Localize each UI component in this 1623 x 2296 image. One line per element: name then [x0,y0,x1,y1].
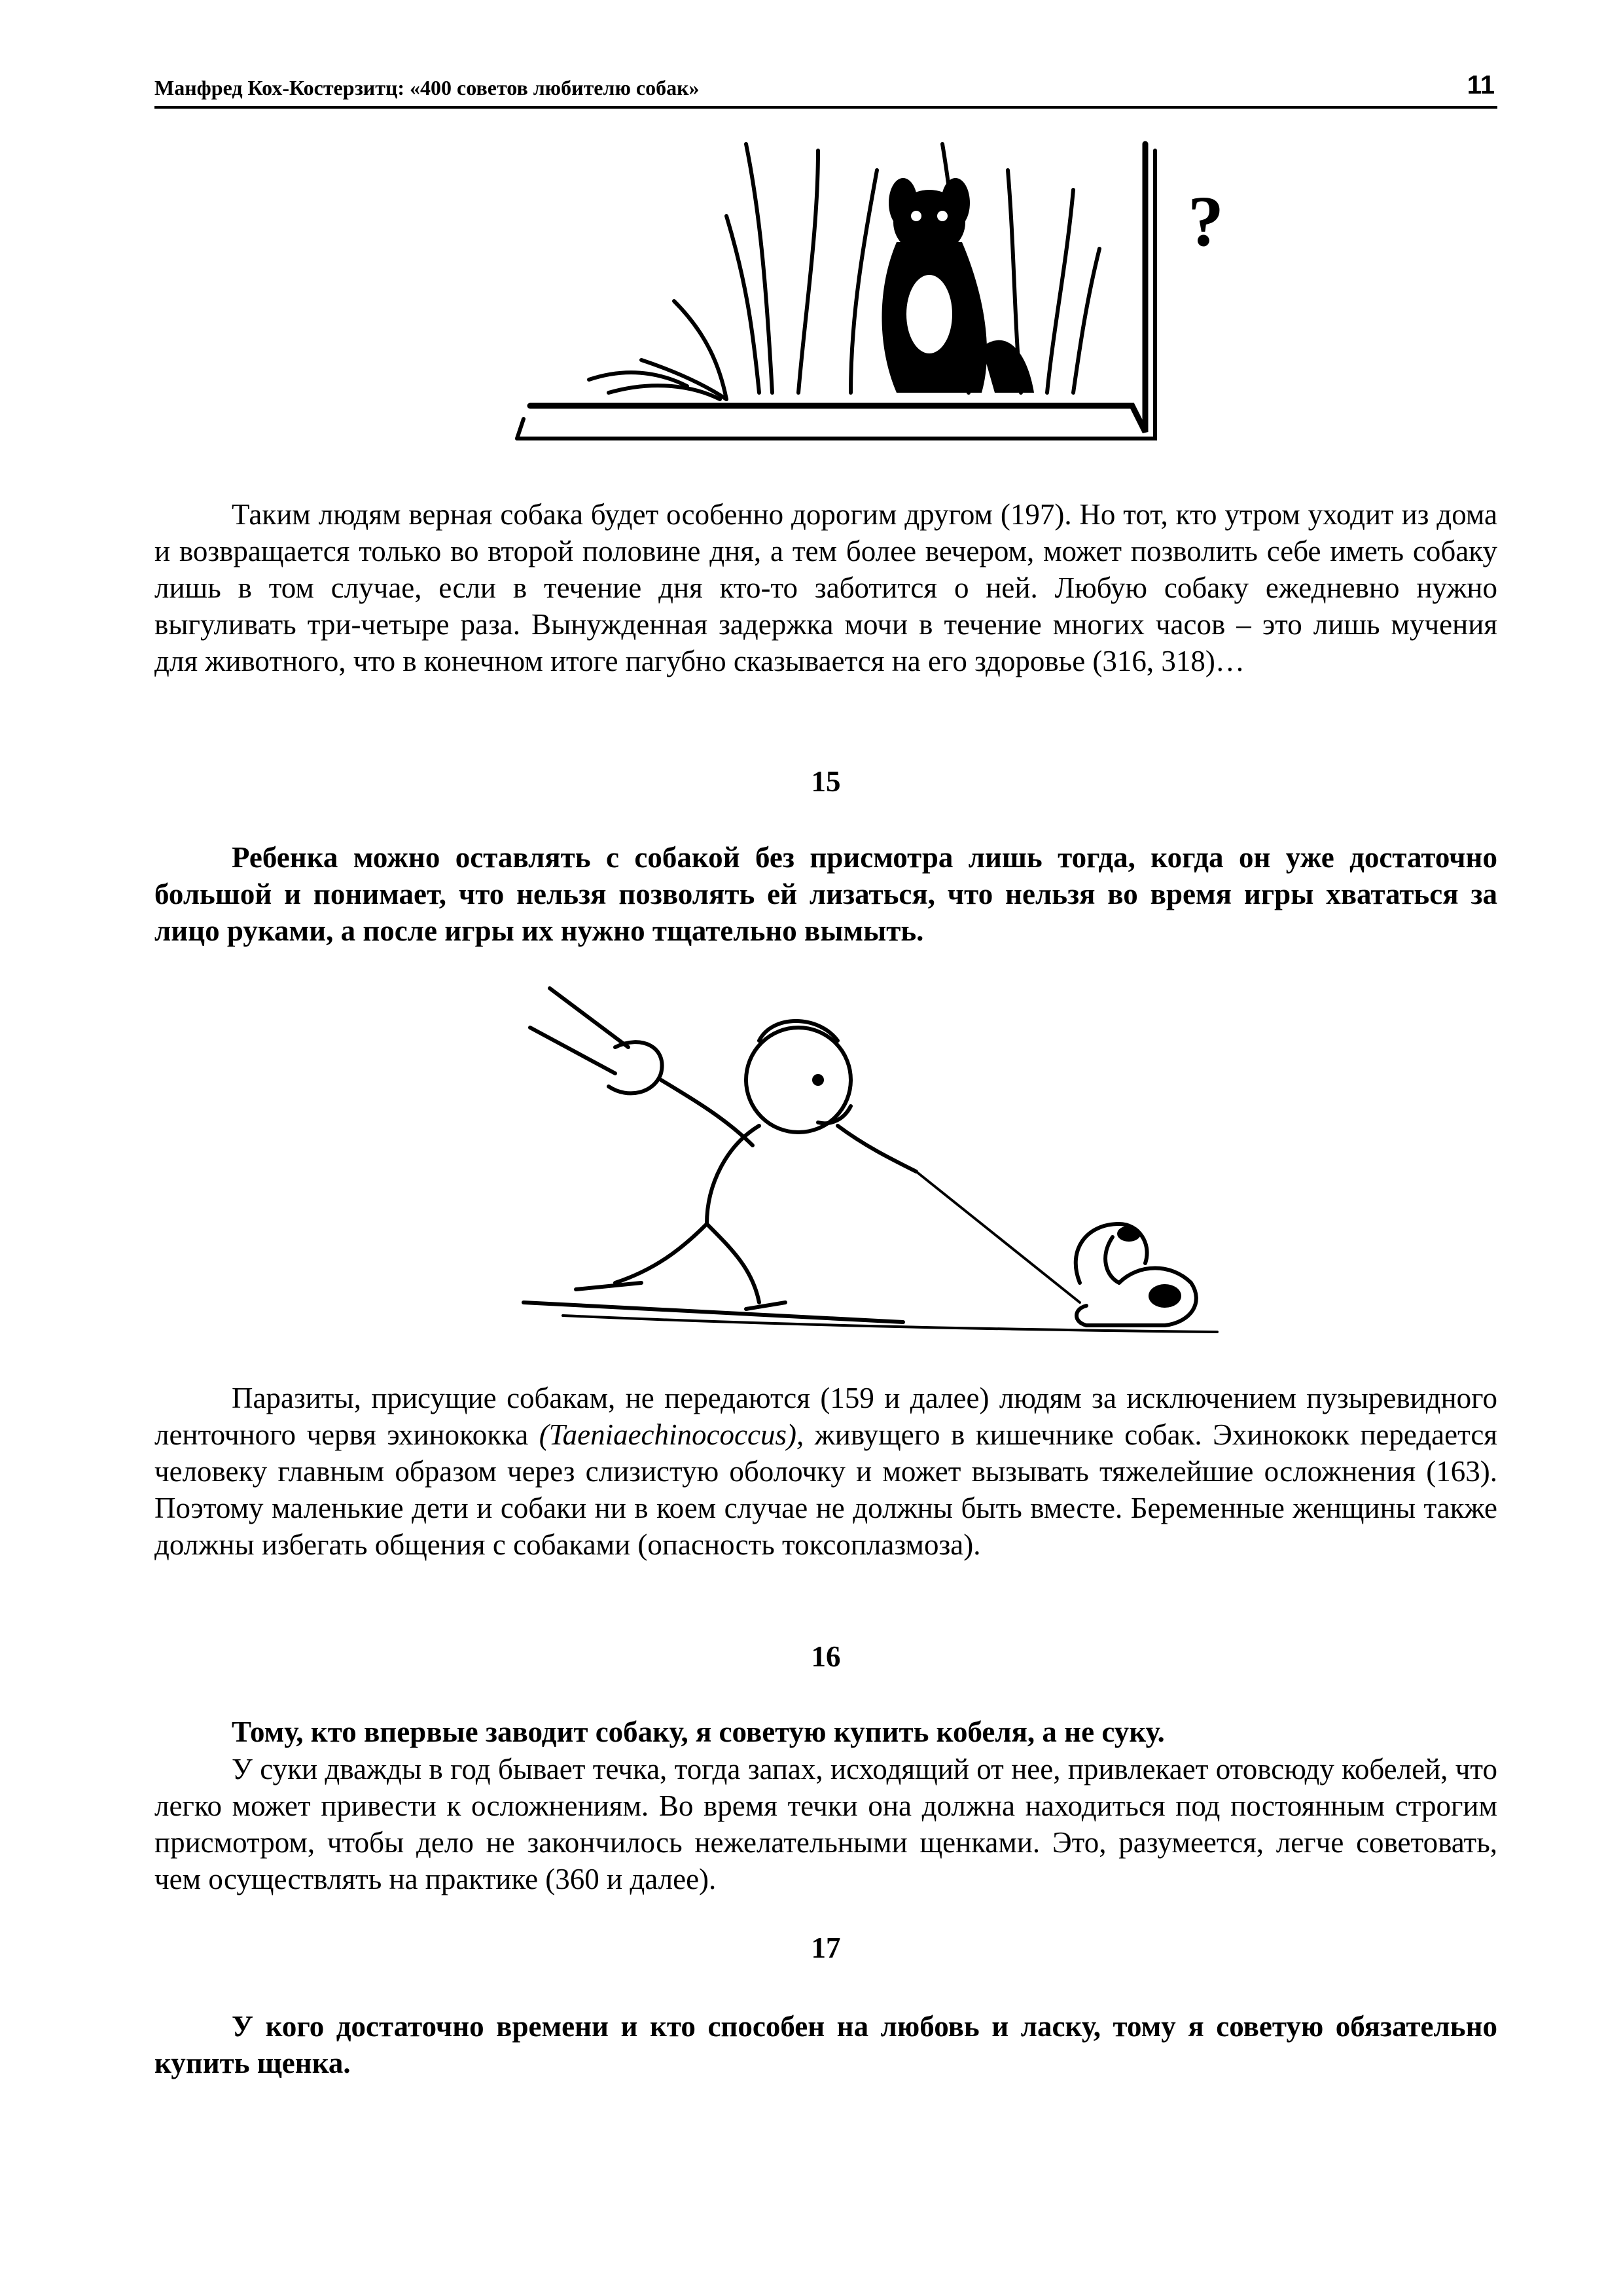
advice-17: У кого достаточно времени и кто способен на любовь и ласку, тому я советую обязательно купить щенка. [154,2010,1497,2079]
header-title: Манфред Кох-Костерзитц: «400 советов любителю собак» [154,76,700,99]
page-number: 11 [1467,71,1495,99]
advice-15: Ребенка можно оставлять с собакой без присмотра лишь тогда, когда он уже достаточно большой и понимает, что нельзя позволять ей лизаться, что нельзя во время игры хвататься за лицо руками, а после игры их нужно тщательно вымыть. [154,841,1497,947]
advice-16: Тому, кто впервые заводит собаку, я советую купить кобеля, а не суку. [232,1715,1165,1748]
question-mark: ? [1188,181,1224,261]
paragraph-intro: Таким людям верная собака будет особенно дорогим другом (197). Но тот, кто утром уходит из дома и возвращается только во второй половине дня, а тем более вечером, может позволить себе иметь собаку лишь в том случае, если в течение дня кто-то заботится о ней. Любую собаку ежедневно нужно выгуливать три-четыре раза. Вынужденная задержка мочи в течение многих часов – это лишь мучения для животного, что в конечном итоге пагубно сказывается на его здоровье (316, 318)… [154,498,1497,677]
section-number-16: 16 [811,1640,841,1673]
latin-term: (Taeniaechinococcus), [539,1418,804,1451]
paragraph-parasites [154,1380,1497,1563]
parasites-text-a: Паразиты, присущие собакам, не передаются (159 и далее) людям за исключением пузыревидного ленточного червя эхинококка [154,1382,1497,1451]
parasites-text-b: живущего в кишечнике собак. Эхинококк передается человеку главным образом через слизистую оболочку и может вызывать тяжелейшие осложнения (163). Поэтому маленькие дети и собаки ни в коем случае не должны быть вместе. Беременные женщины также должны избегать общения с собаками (опасность токсоплазмоза). [154,1418,1497,1561]
running-header [154,65,1497,109]
section-number-17: 17 [811,1931,841,1964]
section-number-15: 15 [811,765,841,798]
child-pulling-dog-illustration [510,975,1230,1342]
dog-in-grass-illustration [510,131,1230,471]
paragraph-female-dog: У суки дважды в год бывает течка, тогда запах, исходящий от нее, привлекает отовсюду кобелей, что легко может привести к осложнениям. Во время течки она должна находиться под постоянным строгим присмотром, чтобы дело не закончилось нежелательными щенками. Это, разумеется, легче советовать, чем осуществлять на практике (360 и далее). [154,1753,1497,1895]
